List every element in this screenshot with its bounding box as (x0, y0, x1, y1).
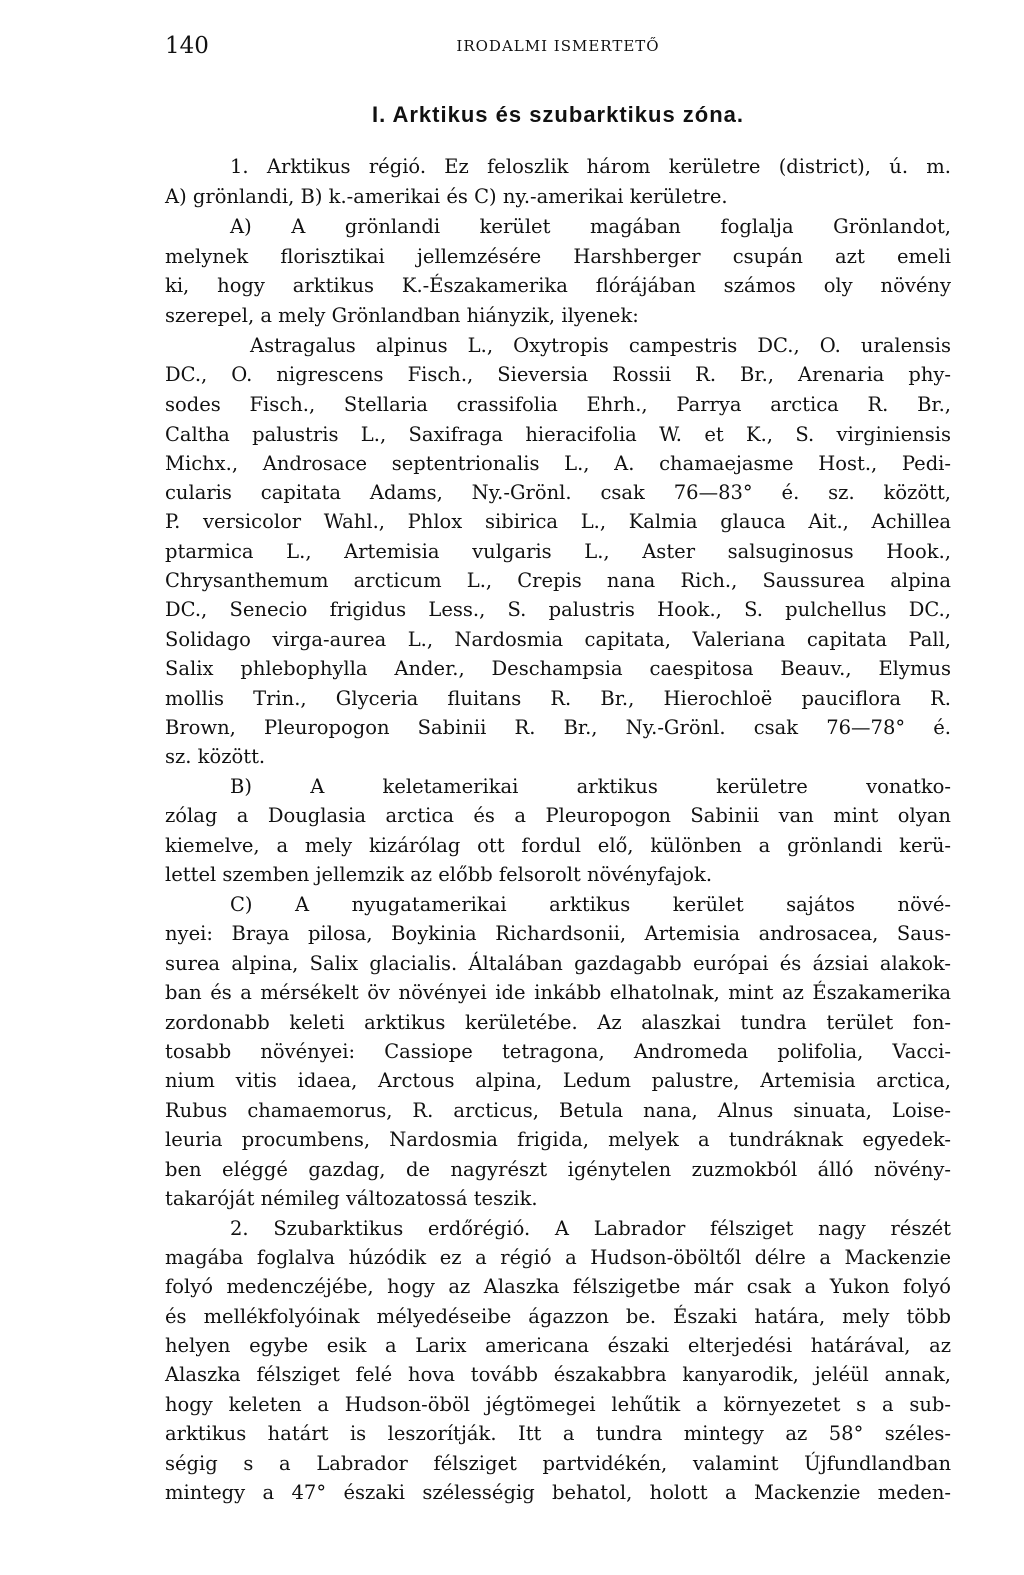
section-title: I. Arktikus és szubarktikus zóna. (371, 102, 745, 127)
text-line: Salix phlebophylla Ander., Deschampsia caespitosa Beauv., Elymus (165, 657, 951, 680)
text-line: DC., O. nigrescens Fisch., Sieversia Rossii R. Br., Arenaria phy- (165, 363, 951, 386)
text-line: zordonabb keleti arktikus kerületébe. Az alaszkai tundra terület fon- (165, 1011, 951, 1034)
text-line: nium vitis idaea, Arctous alpina, Ledum palustre, Artemisia arctica, (165, 1069, 951, 1092)
text-line: Alaszka félsziget felé hova tovább északabbra kanyarodik, jeléül annak, (165, 1363, 951, 1386)
text-line: Michx., Androsace septentrionalis L., A. chamaejasme Host., Pedi- (165, 452, 951, 475)
text-line: mintegy a 47° északi szélességig behatol, holott a Mackenzie meden- (165, 1481, 951, 1504)
text-line: sodes Fisch., Stellaria crassifolia Ehrh., Parrya arctica R. Br., (165, 393, 951, 416)
text-line: Chrysanthemum arcticum L., Crepis nana Rich., Saussurea alpina (165, 569, 951, 592)
page-number: 140 (165, 33, 209, 59)
text-line: Brown, Pleuropogon Sabinii R. Br., Ny.-Grönl. csak 76—78° é. (165, 716, 951, 739)
text-line: arktikus határt is leszorítják. Itt a tundra mintegy az 58° széles- (165, 1422, 951, 1445)
text-line: tosabb növényei: Cassiope tetragona, Andromeda polifolia, Vacci- (165, 1040, 951, 1063)
running-head (165, 33, 951, 63)
text-line: 2. Szubarktikus erdőrégió. A Labrador félsziget nagy részét (230, 1217, 951, 1240)
text-line: takaróját némileg változatossá teszik. (165, 1187, 538, 1210)
text-line: Rubus chamaemorus, R. arcticus, Betula nana, Alnus sinuata, Loise- (165, 1099, 951, 1122)
text-line: magába foglalva húzódik ez a régió a Hudson-öböltől délre a Mackenzie (165, 1246, 951, 1269)
text-line: cularis capitata Adams, Ny.-Grönl. csak 76—83° é. sz. között, (165, 481, 951, 504)
text-line: 1. Arktikus régió. Ez feloszlik három kerületre (district), ú. m. (230, 155, 951, 178)
text-line: szerepel, a mely Grönlandban hiányzik, ilyenek: (165, 304, 639, 327)
text-line: ben eléggé gazdag, de nagyrészt igénytelen zuzmokból álló növény- (165, 1158, 951, 1181)
text-line: Astragalus alpinus L., Oxytropis campestris DC., O. uralensis (250, 334, 951, 357)
text-line: és mellékfolyóinak mélyedéseibe ágazzon be. Északi határa, mely több (165, 1305, 951, 1328)
text-line: zólag a Douglasia arctica és a Pleuropogon Sabinii van mint olyan (165, 804, 951, 827)
text-line: helyen egybe esik a Larix americana északi elterjedési határával, az (165, 1334, 951, 1357)
text-line: Solidago virga-aurea L., Nardosmia capitata, Valeriana capitata Pall, (165, 628, 951, 651)
text-line: lettel szemben jellemzik az előbb felsorolt növényfajok. (165, 863, 713, 886)
text-line: A) A grönlandi kerület magában foglalja Grönlandot, (230, 215, 951, 238)
text-line: P. versicolor Wahl., Phlox sibirica L., Kalmia glauca Ait., Achillea (165, 510, 951, 533)
text-line: melynek florisztikai jellemzésére Harshberger csupán azt emeli (165, 245, 951, 268)
text-line: ségig s a Labrador félsziget partvidékén, valamint Újfundlandban (165, 1452, 951, 1475)
text-line: DC., Senecio frigidus Less., S. palustris Hook., S. pulchellus DC., (165, 598, 951, 621)
text-line: ban és a mérsékelt öv növényei ide inkább elhatolnak, mint az Északamerika (165, 981, 951, 1004)
text-line: nyei: Braya pilosa, Boykinia Richardsonii, Artemisia androsacea, Saus- (165, 922, 951, 945)
text-line: sz. között. (165, 745, 266, 768)
text-line: mollis Trin., Glyceria fluitans R. Br., Hierochloë pauciflora R. (165, 687, 951, 710)
text-line: Caltha palustris L., Saxifraga hieracifolia W. et K., S. virginiensis (165, 423, 951, 446)
text-line: C) A nyugatamerikai arktikus kerület sajátos növé- (230, 893, 951, 916)
text-line: hogy keleten a Hudson-öböl jégtömegei lehűtik a környezetet s a sub- (165, 1393, 951, 1416)
text-line: kiemelve, a mely kizárólag ott fordul elő, különben a grönlandi kerü- (165, 834, 951, 857)
text-line: folyó medenczéjébe, hogy az Alaszka félszigetbe már csak a Yukon folyó (165, 1275, 951, 1298)
text-line: ptarmica L., Artemisia vulgaris L., Aster salsuginosus Hook., (165, 540, 951, 563)
text-line: ki, hogy arktikus K.-Északamerika flórájában számos oly növény (165, 274, 951, 297)
text-line: surea alpina, Salix glacialis. Általában gazdagabb európai és ázsiai alakok- (165, 952, 951, 975)
text-line: A) grönlandi, B) k.-amerikai és C) ny.-amerikai kerületre. (165, 185, 728, 208)
running-title: IRODALMI ISMERTETŐ (456, 37, 660, 55)
text-line: B) A keletamerikai arktikus kerületre vonatko- (230, 775, 951, 798)
text-line: leuria procumbens, Nardosmia frigida, melyek a tundráknak egyedek- (165, 1128, 951, 1151)
